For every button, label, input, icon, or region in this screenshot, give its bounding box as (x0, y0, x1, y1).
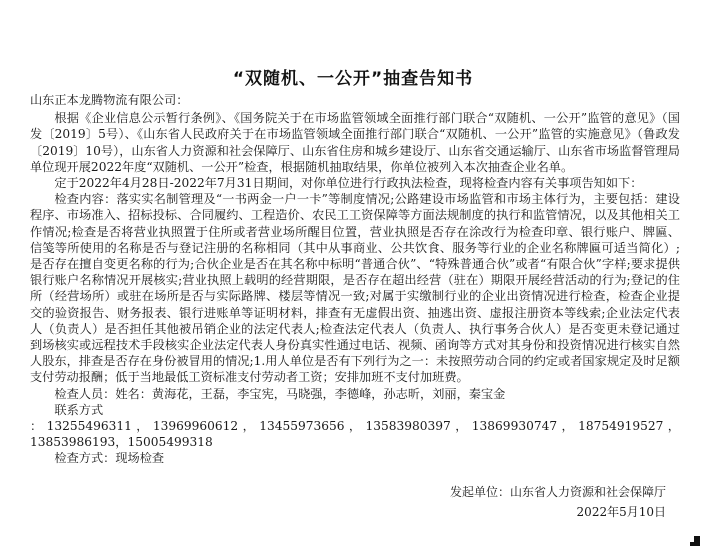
paragraph-inspection-content: 检查内容：落实实名制管理及“一书两金一户一卡”等制度情况;公路建设市场监管和市场主体行为，主要包括：建设程序、市场准入、招标投标、合同履约、工程造价、农民工工资保障等方面法规制度的执行和监管情况，以及其他相关工作情况;检查是否将营业执照置于住所或者营业场所醒目位置，营业执照是否存在涂改行为检查印章、银行账户、牌匾、信笺等所使用的名称是否与登记注册的名称相同（其中从事商业、公共饮食、服务等行业的企业名称牌匾可适当简化）;是否存在擅自变更名称的行为;合伙企业是否在其名称中标明“普通合伙”、“特殊普通合伙”或者“有限合伙”字样;要求提供银行账户名称情况开展核实;营业执照上载明的经营期限，是否存在超出经营（驻在）期限开展经营活动的行为;登记的住所（经营场所）或驻在场所是否与实际路牌、楼层等情况一致;对属于实缴制行业的企业出资情况进行检查，检查企业提交的验资报告、财务报表、银行进账单等证明材料，排查有无虚假出资、抽逃出资、虚报注册资本等线索;企业法定代表人（负责人）是否担任其他被吊销企业的法定代表人;检查法定代表人（负责人、执行事务合伙人）是否变更未登记通过到场核实或远程技术手段核实企业法定代表人身份真实性通过电话、视频、函询等方式对其身份和投资情况进行核实自然人股东，排查是否存在身份被冒用的情况;1.用人单位是否有下列行为之一：未按照劳动合同的约定或者国家规定及时足额支付劳动报酬；低于当地最低工资标准支付劳动者工资；安排加班不支付加班费。 (30, 192, 680, 385)
paragraph-period: 定于2022年4月28日-2022年7月31日期间，对你单位进行行政执法检查，现将检查内容有关事项告知如下： (54, 176, 643, 191)
paragraph-contact-label: 联系方式 (54, 402, 104, 417)
paragraph-inspection-method: 检查方式：现场检查 (54, 451, 165, 466)
issuer-line: 发起单位：山东省人力资源和社会保障厅 (449, 485, 666, 499)
paragraph-contact-numbers: ：13255496311，13969960612，13455973656，13583980397，13869930747，18754919527，13853986193，15005499318 (30, 419, 680, 450)
issue-date: 2022年5月10日 (576, 505, 666, 519)
paragraph-basis: 根据《企业信息公示暂行条例》、《国务院关于在市场监管领域全面推行部门联合“双随机、一公开”监管的意见》（国发〔2019〕5号）、《山东省人民政府关于在市场监管领域全面推行部门联合“双随机、一公开”监管的实施意见》（鲁政发〔2019〕10号），山东省人力资源和社会保障厅、山东省住房和城乡建设厅、山东省交通运输厅、山东省市场监督管理局单位现开展2022年度“双随机、一公开”检查，根据随机抽取结果，你单位被列入本次抽查企业名单。 (30, 111, 680, 174)
paragraph-inspectors: 检查人员：姓名：黄海花，王磊，李宝宪，马晓强，李德峰，孙志昕，刘丽，秦宝金 (54, 386, 506, 401)
corner-mark-icon (690, 536, 700, 546)
document-title: “双随机、一公开”抽查告知书 (232, 69, 474, 89)
addressee: 山东正本龙腾物流有限公司： (30, 93, 189, 107)
document-body (30, 92, 680, 467)
